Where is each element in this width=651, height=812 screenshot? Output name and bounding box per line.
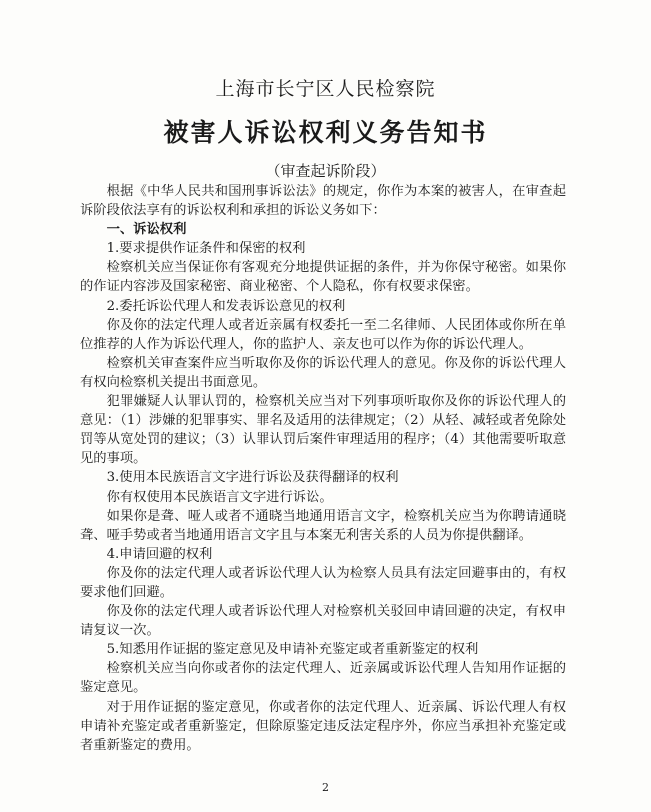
item-heading: 3.使用本民族语言文字进行诉讼及获得翻译的权利	[106, 470, 399, 486]
intro-paragraph: 根据《中华人民共和国刑事诉讼法》的规定，你作为本案的被害人，在审查起诉阶段依法享有的诉讼权利和承担的诉讼义务如下：	[80, 184, 566, 219]
document-title: 被害人诉讼权利义务告知书	[163, 118, 488, 147]
body-paragraph: 你有权使用本民族语言文字进行诉讼。	[106, 489, 333, 505]
section-heading: 一、诉讼权利	[106, 222, 187, 238]
body-paragraph: 检察机关审查案件应当听取你及你的诉讼代理人的意见。你及你的诉讼代理人有权向检察机关提出书面意见。	[80, 355, 566, 390]
procedure-stage: （审查起诉阶段）	[265, 162, 386, 180]
body-paragraph: 你及你的法定代理人或者诉讼代理人对检察机关驳回申请回避的决定，有权申请复议一次。	[80, 604, 566, 639]
body-paragraph: 你及你的法定代理人或者近亲属有权委托一至二名律师、人民团体或你所在单位推荐的人作为诉讼代理人，你的监护人、亲友也可以作为你的诉讼代理人。	[80, 317, 566, 352]
organization-name: 上海市长宁区人民检察院	[215, 78, 436, 100]
item-heading: 2.委托诉讼代理人和发表诉讼意见的权利	[106, 298, 346, 314]
body-paragraph: 你及你的法定代理人或者诉讼代理人认为检察人员具有法定回避事由的，有权要求他们回避。	[80, 565, 566, 600]
item-heading: 5.知悉用作证据的鉴定意见及申请补充鉴定或者重新鉴定的权利	[106, 642, 479, 658]
body-paragraph: 检察机关应当向你或者你的法定代理人、近亲属或诉讼代理人告知用作证据的鉴定意见。	[80, 661, 566, 696]
body-paragraph: 犯罪嫌疑人认罪认罚的，检察机关应当对下列事项听取你及你的诉讼代理人的意见：（1）涉嫌的犯罪事实、罪名及适用的法律规定；（2）从轻、减轻或者免除处罚等从宽处罚的建议；（3）认罪认罚后案件审理适用的程序；（4）其他需要听取意见的事项。	[80, 394, 566, 467]
body-paragraph: 如果你是聋、哑人或者不通晓当地通用语言文字，检察机关应当为你聘请通晓聋、哑手势或者当地通用语言文字且与本案无利害关系的人员为你提供翻译。	[80, 508, 566, 543]
body-paragraph: 检察机关应当保证你有客观充分地提供证据的条件，并为你保守秘密。如果你的作证内容涉及国家秘密、商业秘密、个人隐私，你有权要求保密。	[80, 260, 566, 295]
body-paragraph: 对于用作证据的鉴定意见，你或者你的法定代理人、近亲属、诉讼代理人有权申请补充鉴定或者重新鉴定，但除原鉴定违反法定程序外，你应当承担补充鉴定或者重新鉴定的费用。	[80, 699, 566, 753]
item-heading: 1.要求提供作证条件和保密的权利	[106, 241, 306, 257]
page-number: 2	[322, 781, 329, 794]
document-body	[80, 182, 566, 755]
item-heading: 4.申请回避的权利	[106, 546, 213, 562]
